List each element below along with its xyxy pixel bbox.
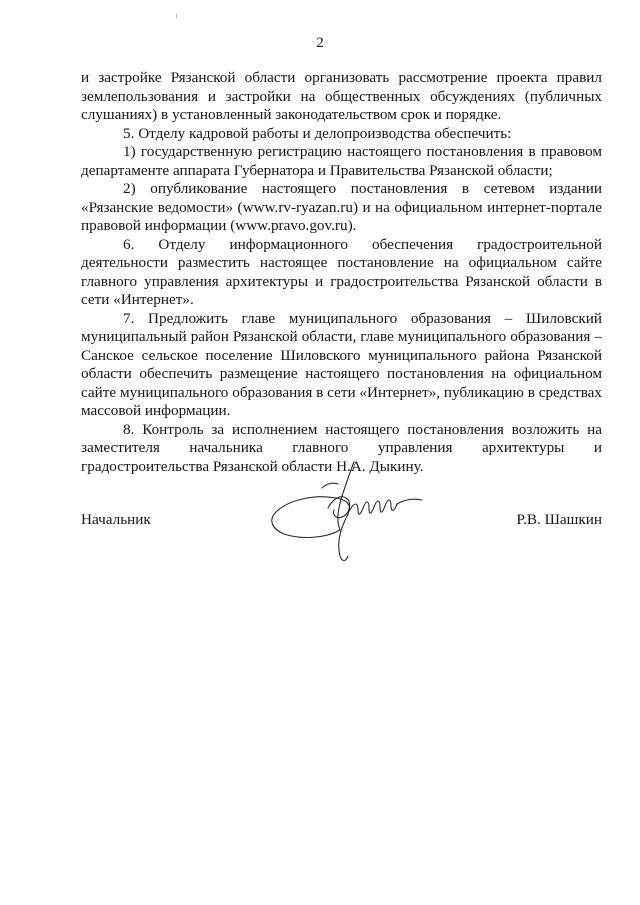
- paragraph-item-5: 5. Отделу кадровой работы и делопроизводства обеспечить:: [123, 124, 512, 142]
- paragraph-item-5-2: 2) опубликование настоящего постановления в сетевом издании «Рязанские ведомости» (www.rv-ryazan.ru) и на официальном интернет-портале правовой информации (www.pravo.gov.ru).: [81, 180, 602, 234]
- scan-mark: [176, 14, 177, 18]
- signer-position: Начальник: [81, 511, 151, 528]
- handwritten-signature: [266, 458, 430, 566]
- page-number: 2: [316, 35, 324, 51]
- paragraph-item-6: 6. Отделу информационного обеспечения градостроительной деятельности разместить настоящее постановление на официальном сайте главного управления архитектуры и градостроительства Рязанской области в сети «Интернет».: [81, 235, 602, 308]
- paragraph-continuation: и застройке Рязанской области организовать рассмотрение проекта правил землепользования и застройки на общественных обсуждениях (публичных слушаниях) в установленный законодательством срок и порядке.: [81, 69, 602, 123]
- paragraph-item-7: 7. Предложить главе муниципального образования – Шиловский муниципальный район Рязанской области, главе муниципального образования – Санское сельское поселение Шиловского муниципального района Рязанской области обеспечить размещение настоящего постановления на официальном сайте муниципального образования в сети «Интернет», публикацию в средствах массовой информации.: [81, 309, 602, 419]
- paragraph-item-8: 8. Контроль за исполнением настоящего постановления возложить на заместителя начальника главного управления архитектуры и градостроительства Рязанской области Н.А. Дыкину.: [81, 420, 602, 475]
- signer-name: Р.В. Шашкин: [516, 511, 602, 528]
- paragraph-item-5-1: 1) государственную регистрацию настоящего постановления в правовом департаменте аппарата Губернатора и Правительства Рязанской области;: [81, 143, 602, 179]
- document-body: [81, 69, 602, 476]
